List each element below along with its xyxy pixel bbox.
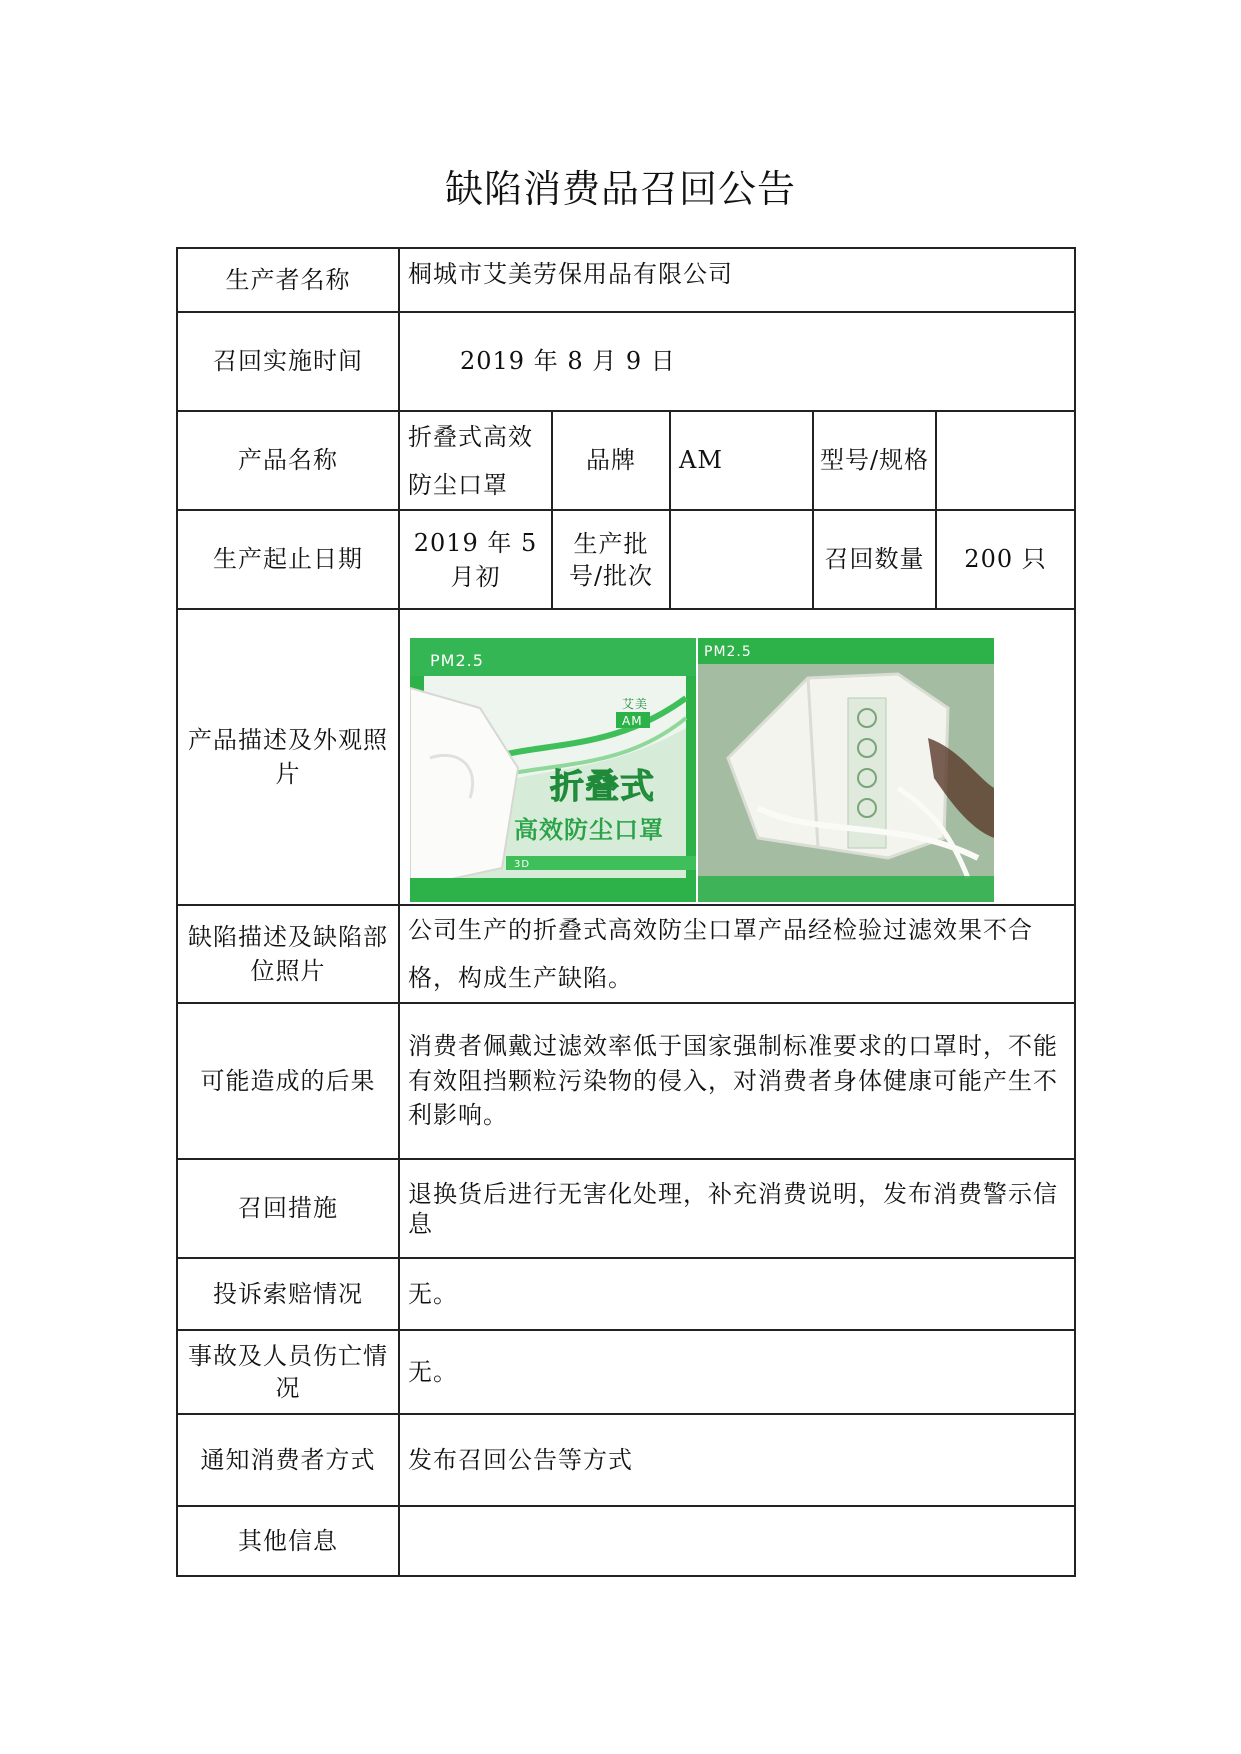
batch-value: [670, 510, 813, 609]
brand-label: 品牌: [552, 411, 670, 510]
badge-3d: 3D: [514, 859, 531, 870]
photo-strip: [410, 624, 1066, 888]
row-production: [177, 510, 1075, 609]
pm-label-2: PM2.5: [704, 644, 752, 660]
photos-cell: [399, 609, 1075, 905]
row-accidents: [177, 1330, 1075, 1414]
model-label: 型号/规格: [813, 411, 936, 510]
production-date-value: 2019 年 5 月初: [399, 510, 552, 609]
row-notify: [177, 1414, 1075, 1506]
complaints-label: 投诉索赔情况: [177, 1258, 399, 1330]
consequence-label: 可能造成的后果: [177, 1003, 399, 1159]
recall-time-label: 召回实施时间: [177, 312, 399, 411]
row-manufacturer: [177, 248, 1075, 312]
production-date-label: 生产起止日期: [177, 510, 399, 609]
row-measures: [177, 1159, 1075, 1258]
mask-bag-image: [698, 638, 994, 902]
brand-cn-label: 艾美: [622, 697, 649, 711]
product-label: 产品名称: [177, 411, 399, 510]
notify-value: 发布召回公告等方式: [399, 1414, 1075, 1506]
model-value: [936, 411, 1075, 510]
brand-value: AM: [670, 411, 813, 510]
manufacturer-label: 生产者名称: [177, 248, 399, 312]
row-complaints: [177, 1258, 1075, 1330]
product-photo-front: [410, 638, 696, 902]
row-consequence: [177, 1003, 1075, 1159]
product-subtitle-text: 高效防尘口罩: [514, 816, 664, 844]
brand-am-label: AM: [622, 714, 643, 728]
product-title-text: 折叠式: [550, 767, 655, 807]
product-photo-side: [698, 638, 994, 902]
complaints-value: 无。: [399, 1258, 1075, 1330]
photos-label: 产品描述及外观照片: [177, 609, 399, 905]
defect-label: 缺陷描述及缺陷部位照片: [177, 905, 399, 1003]
pm-label-1: PM2.5: [430, 651, 484, 670]
accidents-value: 无。: [399, 1330, 1075, 1414]
row-other: [177, 1506, 1075, 1576]
measures-value: 退换货后进行无害化处理，补充消费说明，发布消费警示信息: [399, 1159, 1075, 1258]
notify-label: 通知消费者方式: [177, 1414, 399, 1506]
product-name-value: 折叠式高效防尘口罩: [399, 411, 552, 510]
defect-value: 公司生产的折叠式高效防尘口罩产品经检验过滤效果不合格，构成生产缺陷。: [399, 905, 1075, 1003]
batch-label: 生产批号/批次: [552, 510, 670, 609]
row-photos: [177, 609, 1075, 905]
row-product: [177, 411, 1075, 510]
quantity-label: 召回数量: [813, 510, 936, 609]
accidents-label: 事故及人员伤亡情况: [177, 1330, 399, 1414]
row-recall-time: [177, 312, 1075, 411]
recall-form-table: [176, 247, 1076, 1577]
other-label: 其他信息: [177, 1506, 399, 1576]
mask-package-image: [410, 638, 696, 902]
page-title: 缺陷消费品召回公告: [444, 167, 796, 211]
other-value: [399, 1506, 1075, 1576]
consequence-value: 消费者佩戴过滤效率低于国家强制标准要求的口罩时，不能有效阻挡颗粒污染物的侵入，对消费者身体健康可能产生不利影响。: [399, 1003, 1075, 1159]
row-defect: [177, 905, 1075, 1003]
manufacturer-value: 桐城市艾美劳保用品有限公司: [399, 248, 1075, 312]
quantity-value: 200 只: [936, 510, 1075, 609]
measures-label: 召回措施: [177, 1159, 399, 1258]
recall-time-value: 2019 年 8 月 9 日: [399, 312, 1075, 411]
